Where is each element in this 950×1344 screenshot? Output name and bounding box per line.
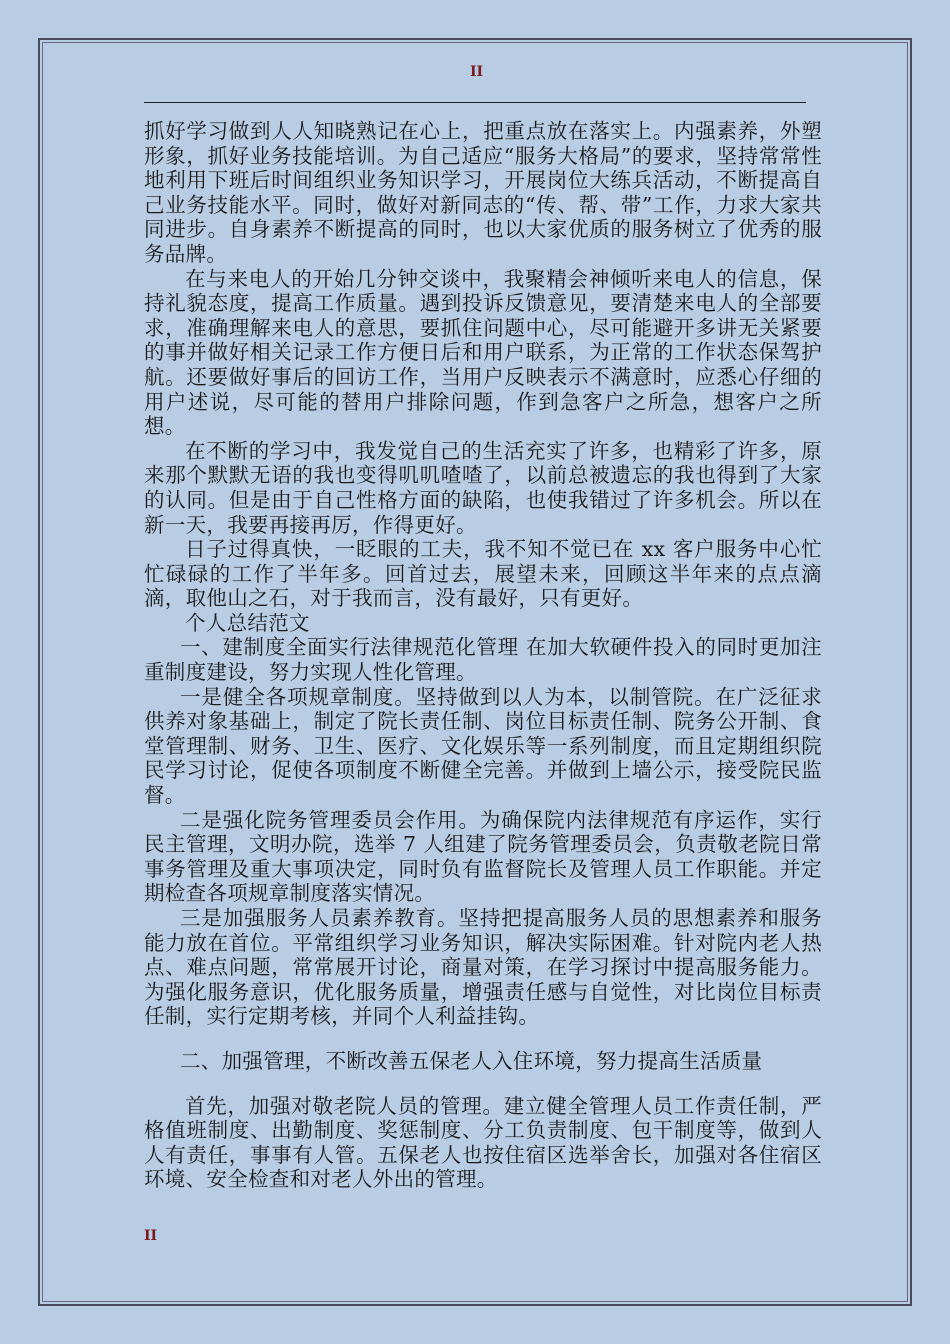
paragraph-3: 在不断的学习中，我发觉自己的生活充实了许多，也精彩了许多，原来那个默默无语的我也变得叽叽喳喳了，以前总被遗忘的我也得到了大家的认同。但是由于自己性格方面的缺陷，也使我错过了许多机会。所以在新一天，我要再接再厉，作得更好。: [144, 438, 822, 537]
paragraph-1: 抓好学习做到人人知晓熟记在心上，把重点放在落实上。内强素养，外塑形象，抓好业务技能培训。为自己适应“服务大格局”的要求，坚持常常性地利用下班后时间组织业务知识学习，开展岗位大练兵活动，不断提高自己业务技能水平。同时，做好对新同志的“传、帮、带”工作，力求大家共同进步。自身素养不断提高的同时，也以大家优质的服务树立了优秀的服务品牌。: [144, 119, 822, 266]
paragraph-6: 二是强化院务管理委员会作用。为确保院内法律规范有序运作，实行民主管理，文明办院，选举 7 人组建了院务管理委员会，负责敬老院日常事务管理及重大事项决定，同时负有监督院长及管理人员工作职能。并定期检查各项规章制度落实情况。: [144, 807, 822, 906]
paragraph-4: 日子过得真快，一眨眼的工夫，我不知不觉已在 xx 客户服务中心忙忙碌碌的工作了半年多。回首过去，展望未来，回顾这半年来的点点滴滴，取他山之石，对于我而言，没有最好，只有更好。: [144, 537, 822, 611]
paragraph-8: 首先，加强对敬老院人员的管理。建立健全管理人员工作责任制，严格值班制度、出勤制度、奖惩制度、分工负责制度、包干制度等，做到人人有责任，事事有人管。五保老人也按住宿区选举舍长，加强对各住宿区环境、安全检查和对老人外出的管理。: [144, 1093, 822, 1192]
footer-mark: II: [144, 1228, 158, 1244]
paragraph-5: 一是健全各项规章制度。坚持做到以人为本，以制管院。在广泛征求供养对象基础上，制定了院长责任制、岗位目标责任制、院务公开制、食堂管理制、财务、卫生、医疗、文化娱乐等一系列制度，而且定期组织院民学习讨论，促使各项制度不断健全完善。并做到上墙公示，接受院民监督。: [144, 684, 822, 808]
heading-2: 二、加强管理，不断改善五保老人入住环境，努力提高生活质量: [180, 1048, 763, 1073]
header-mark: II: [470, 64, 484, 80]
document-body: [144, 119, 822, 1192]
heading-1: 一、建制度全面实行法律规范化管理 在加大软硬件投入的同时更加注重制度建设，努力实现人性化管理。: [144, 635, 822, 685]
paragraph-7: 三是加强服务人员素养教育。坚持把提高服务人员的思想素养和服务能力放在首位。平常组织学习业务知识，解决实际困难。针对院内老人热点、难点问题，常常展开讨论，商量对策，在学习探讨中提高服务能力。为强化服务意识，优化服务质量，增强责任感与自觉性，对比岗位目标责任制，实行定期考核，并同个人利益挂钩。: [144, 906, 822, 1029]
section-title: 个人总结范文: [185, 610, 310, 635]
header-divider: [144, 102, 806, 103]
paragraph-2: 在与来电人的开始几分钟交谈中，我聚精会神倾听来电人的信息，保持礼貌态度，提高工作质量。遇到投诉反馈意见，要清楚来电人的全部要求，准确理解来电人的意思，要抓住问题中心，尽可能避开多讲无关紧要的事并做好相关记录工作方便日后和用户联系，为正常的工作状态保驾护航。还要做好事后的回访工作，当用户反映表示不满意时，应悉心仔细的用户述说，尽可能的替用户排除问题，作到急客户之所急，想客户之所想。: [144, 266, 822, 439]
